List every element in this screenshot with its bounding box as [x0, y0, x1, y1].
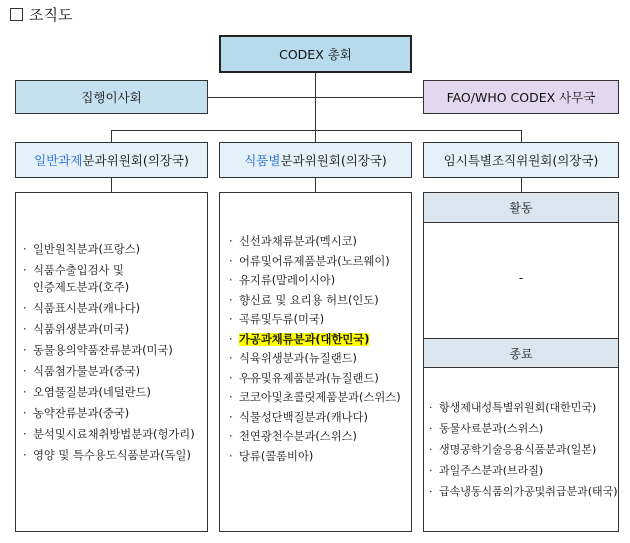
- connector-exec: [208, 97, 315, 98]
- list-item: · 과일주스분과(브라질): [428, 462, 618, 479]
- list-item: · 우유및유제품분과(뉴질랜드): [228, 370, 412, 387]
- list-item: · 곡류및두류(미국): [228, 311, 412, 328]
- list-item: · 식물성단백질분과(캐나다): [228, 409, 412, 426]
- list-item: · 식품첨가물분과(중국): [22, 363, 207, 380]
- list-item: · 식품표시분과(캐나다): [22, 300, 207, 317]
- general-committee-panel: [15, 192, 208, 532]
- closed-subheader: 종료: [424, 338, 618, 368]
- page-title: [10, 4, 72, 25]
- list-item: · 분석및시료채취방법분과(헝가리): [22, 426, 207, 443]
- fao-secretariat-box: FAO/WHO CODEX 사무국: [423, 80, 619, 114]
- commodity-highlight: 식품별: [244, 153, 281, 168]
- general-rest: 분과위원회(의장국): [82, 153, 189, 168]
- list-item: · 생명공학기술응용식품분과(일본): [428, 441, 618, 458]
- executive-board-box: 집행이사회: [15, 80, 208, 114]
- list-item: · 항생제내성특별위원회(대한민국): [428, 399, 618, 416]
- list-item: · 천연광천수분과(스위스): [228, 428, 412, 445]
- commodity-committee-panel: [219, 192, 412, 532]
- connector-panel3: [521, 178, 522, 192]
- list-item: · 식품위생분과(미국): [22, 321, 207, 338]
- list-item: 인증제도분과(호주): [33, 281, 130, 294]
- codex-assembly-box: CODEX 총회: [219, 35, 412, 73]
- list-item: · 유지류(말레이시아): [228, 272, 412, 289]
- general-committee-box: [15, 142, 208, 178]
- adhoc-committee-box: 임시특별조직위원회(의장국): [423, 142, 619, 178]
- connector-panel1: [111, 178, 112, 192]
- list-item: · 동물용의약품잔류분과(미국): [22, 342, 207, 359]
- list-item: · 급속냉동식품의가공및취급분과(태국): [428, 483, 618, 500]
- connector-left: [111, 130, 112, 142]
- list-item: · 당류(콜롬비아): [228, 448, 412, 465]
- commodity-rest: 분과위원회(의장국): [280, 153, 387, 168]
- connector-mid-down: [315, 130, 316, 142]
- list-item: · 신선과채류분과(멕시코): [228, 233, 412, 250]
- list-item: · 영양 및 특수용도식품분과(독일): [22, 447, 207, 464]
- connector-horizontal: [111, 130, 522, 131]
- korea-highlight: 가공과채류분과(대한민국): [239, 332, 370, 346]
- list-item: · 농약잔류분과(중국): [22, 405, 207, 422]
- connector-right: [521, 130, 522, 142]
- checkbox-icon: [10, 8, 23, 21]
- list-item: · 식품수출입검사 및: [22, 262, 207, 279]
- list-item: · 일반원칙분과(프랑스): [22, 241, 207, 258]
- list-item: [228, 331, 412, 348]
- title-text: 조직도: [29, 6, 73, 24]
- list-item: · 향신료 및 요리용 허브(인도): [228, 292, 412, 309]
- general-items-list: [22, 241, 207, 468]
- active-subheader: 활동: [424, 193, 618, 223]
- list-item: · 오염물질분과(네덜란드): [22, 384, 207, 401]
- list-item: · 동물사료분과(스위스): [428, 420, 618, 437]
- connector-fao: [315, 97, 423, 98]
- connector-panel2: [315, 178, 316, 192]
- list-item: · 어류및어류제품분과(노르웨이): [228, 253, 412, 270]
- adhoc-committee-panel: [423, 192, 619, 532]
- commodity-committee-box: [219, 142, 412, 178]
- closed-items-list: [428, 399, 618, 504]
- commodity-items-list: [228, 233, 412, 467]
- list-item: · 코코아및초콜릿제품분과(스위스): [228, 389, 412, 406]
- active-value: -: [518, 271, 524, 285]
- list-item: · 식육위생분과(뉴질랜드): [228, 350, 412, 367]
- general-highlight: 일반과제: [34, 153, 83, 168]
